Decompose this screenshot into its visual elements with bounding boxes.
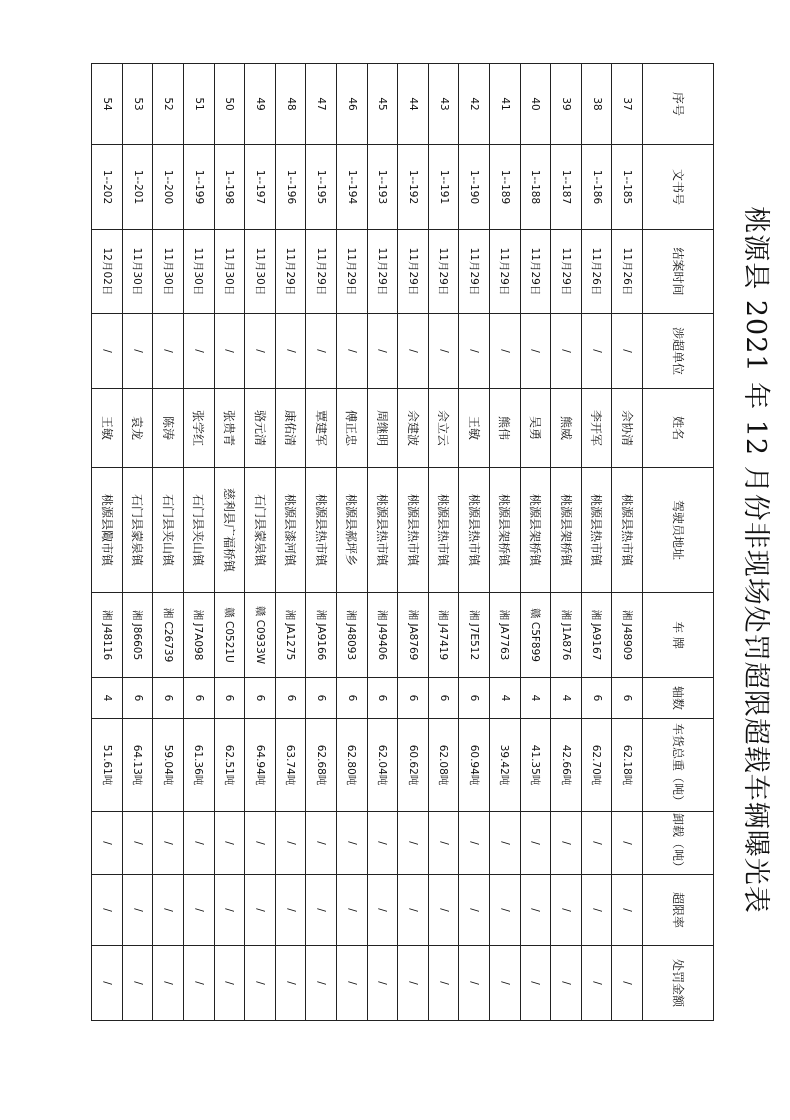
cell-gross-weight: 59.04吨 [153, 719, 184, 812]
cell-gross-weight: 62.08吨 [428, 719, 459, 812]
table-row [367, 64, 398, 1021]
cell-name: 傅正忠 [337, 389, 368, 468]
cell-unit: / [520, 314, 551, 389]
cell-doc-no: 1--187 [551, 145, 582, 230]
cell-close-date: 11月29日 [367, 230, 398, 314]
table-row [184, 64, 215, 1021]
cell-unload: / [459, 812, 490, 875]
cell-close-date: 11月30日 [153, 230, 184, 314]
cell-driver-address: 桃源县热市镇 [367, 468, 398, 593]
cell-seq: 54 [92, 64, 123, 145]
cell-driver-address: 石门县蒙泉镇 [122, 468, 153, 593]
cell-plate: 湘 J48116 [92, 593, 123, 678]
cell-axles: 6 [122, 678, 153, 719]
cell-unit: / [92, 314, 123, 389]
table-row [490, 64, 521, 1021]
cell-driver-address: 桃源县热市镇 [612, 468, 643, 593]
cell-doc-no: 1--201 [122, 145, 153, 230]
cell-close-date: 11月29日 [275, 230, 306, 314]
cell-overlimit-rate: / [92, 875, 123, 946]
cell-doc-no: 1--198 [214, 145, 245, 230]
cell-doc-no: 1--185 [612, 145, 643, 230]
table-header-row [643, 64, 714, 1021]
cell-fine: / [122, 946, 153, 1021]
cell-fine: / [428, 946, 459, 1021]
cell-fine: / [306, 946, 337, 1021]
cell-gross-weight: 41.35吨 [520, 719, 551, 812]
cell-plate: 湘 J1A876 [551, 593, 582, 678]
cell-axles: 4 [551, 678, 582, 719]
cell-close-date: 11月30日 [245, 230, 276, 314]
cell-unload: / [520, 812, 551, 875]
cell-seq: 45 [367, 64, 398, 145]
cell-unit: / [398, 314, 429, 389]
table-row [153, 64, 184, 1021]
cell-seq: 37 [612, 64, 643, 145]
cell-unit: / [337, 314, 368, 389]
cell-plate: 湘 C26739 [153, 593, 184, 678]
cell-overlimit-rate: / [367, 875, 398, 946]
cell-close-date: 11月29日 [551, 230, 582, 314]
cell-overlimit-rate: / [184, 875, 215, 946]
cell-gross-weight: 51.61吨 [92, 719, 123, 812]
cell-unload: / [490, 812, 521, 875]
cell-fine: / [245, 946, 276, 1021]
cell-close-date: 11月29日 [490, 230, 521, 314]
cell-unload: / [398, 812, 429, 875]
cell-fine: / [459, 946, 490, 1021]
table-row [245, 64, 276, 1021]
cell-unit: / [490, 314, 521, 389]
cell-unload: / [428, 812, 459, 875]
cell-gross-weight: 64.94吨 [245, 719, 276, 812]
cell-overlimit-rate: / [612, 875, 643, 946]
header-name: 姓名 [643, 389, 714, 468]
cell-close-date: 11月30日 [214, 230, 245, 314]
table-row [520, 64, 551, 1021]
cell-seq: 49 [245, 64, 276, 145]
cell-plate: 湘 JA9167 [581, 593, 612, 678]
cell-name: 康佑清 [275, 389, 306, 468]
cell-name: 周继明 [367, 389, 398, 468]
table-row [581, 64, 612, 1021]
header-axles: 轴数 [643, 678, 714, 719]
cell-overlimit-rate: / [306, 875, 337, 946]
cell-unload: / [551, 812, 582, 875]
cell-doc-no: 1--196 [275, 145, 306, 230]
cell-driver-address: 石门县夹山镇 [184, 468, 215, 593]
cell-overlimit-rate: / [520, 875, 551, 946]
cell-overlimit-rate: / [428, 875, 459, 946]
table-row [551, 64, 582, 1021]
table-row [459, 64, 490, 1021]
cell-close-date: 11月30日 [122, 230, 153, 314]
cell-fine: / [214, 946, 245, 1021]
page-title: 桃源县 2021 年 12 月份非现场处罚超限超载车辆曝光表 [740, 206, 771, 914]
cell-fine: / [551, 946, 582, 1021]
cell-name: 王敏 [459, 389, 490, 468]
cell-driver-address: 石门县夹山镇 [153, 468, 184, 593]
cell-name: 骆元清 [245, 389, 276, 468]
table-row [428, 64, 459, 1021]
cell-seq: 43 [428, 64, 459, 145]
cell-close-date: 11月29日 [398, 230, 429, 314]
cell-gross-weight: 60.62吨 [398, 719, 429, 812]
cell-unload: / [245, 812, 276, 875]
cell-close-date: 11月29日 [520, 230, 551, 314]
cell-axles: 6 [398, 678, 429, 719]
cell-overlimit-rate: / [153, 875, 184, 946]
cell-unload: / [367, 812, 398, 875]
table-row [214, 64, 245, 1021]
table-row [275, 64, 306, 1021]
cell-unit: / [612, 314, 643, 389]
cell-plate: 湘 JA7763 [490, 593, 521, 678]
cell-seq: 46 [337, 64, 368, 145]
cell-seq: 51 [184, 64, 215, 145]
cell-unload: / [581, 812, 612, 875]
cell-axles: 6 [184, 678, 215, 719]
cell-driver-address: 桃源县郝坪乡 [337, 468, 368, 593]
cell-driver-address: 桃源县架桥镇 [520, 468, 551, 593]
cell-driver-address: 桃源县热市镇 [398, 468, 429, 593]
cell-driver-address: 桃源县热市镇 [428, 468, 459, 593]
cell-gross-weight: 62.80吨 [337, 719, 368, 812]
cell-seq: 42 [459, 64, 490, 145]
header-plate: 车 牌 [643, 593, 714, 678]
cell-overlimit-rate: / [459, 875, 490, 946]
cell-plate: 湘 J7A098 [184, 593, 215, 678]
cell-fine: / [184, 946, 215, 1021]
header-seq: 序号 [643, 64, 714, 145]
cell-axles: 6 [459, 678, 490, 719]
cell-gross-weight: 39.42吨 [490, 719, 521, 812]
cell-axles: 4 [520, 678, 551, 719]
cell-axles: 6 [214, 678, 245, 719]
table-row [612, 64, 643, 1021]
cell-gross-weight: 64.13吨 [122, 719, 153, 812]
cell-axles: 6 [275, 678, 306, 719]
cell-unit: / [184, 314, 215, 389]
cell-close-date: 11月29日 [428, 230, 459, 314]
cell-name: 熊伟 [490, 389, 521, 468]
cell-seq: 41 [490, 64, 521, 145]
cell-name: 佘建波 [398, 389, 429, 468]
cell-overlimit-rate: / [275, 875, 306, 946]
cell-seq: 53 [122, 64, 153, 145]
cell-plate: 湘 J86605 [122, 593, 153, 678]
cell-unit: / [153, 314, 184, 389]
header-gross-weight: 车货总重（吨） [643, 719, 714, 812]
cell-axles: 6 [337, 678, 368, 719]
cell-close-date: 11月29日 [459, 230, 490, 314]
cell-plate: 湘 J7E512 [459, 593, 490, 678]
cell-gross-weight: 60.94吨 [459, 719, 490, 812]
cell-seq: 39 [551, 64, 582, 145]
cell-driver-address: 桃源县架桥镇 [551, 468, 582, 593]
cell-axles: 6 [581, 678, 612, 719]
cell-name: 覃建军 [306, 389, 337, 468]
cell-plate: 湘 JA1275 [275, 593, 306, 678]
cell-overlimit-rate: / [551, 875, 582, 946]
table-row [398, 64, 429, 1021]
cell-doc-no: 1--197 [245, 145, 276, 230]
cell-doc-no: 1--199 [184, 145, 215, 230]
cell-unit: / [428, 314, 459, 389]
cell-unit: / [459, 314, 490, 389]
cell-doc-no: 1--186 [581, 145, 612, 230]
cell-unload: / [184, 812, 215, 875]
cell-fine: / [337, 946, 368, 1021]
cell-fine: / [275, 946, 306, 1021]
cell-plate: 湘 J47419 [428, 593, 459, 678]
cell-seq: 38 [581, 64, 612, 145]
cell-driver-address: 桃源县漆河镇 [275, 468, 306, 593]
cell-doc-no: 1--194 [337, 145, 368, 230]
cell-plate: 湘 J49406 [367, 593, 398, 678]
cell-axles: 6 [428, 678, 459, 719]
cell-driver-address: 桃源县架桥镇 [490, 468, 521, 593]
cell-gross-weight: 62.18吨 [612, 719, 643, 812]
cell-fine: / [490, 946, 521, 1021]
cell-gross-weight: 62.04吨 [367, 719, 398, 812]
cell-unload: / [153, 812, 184, 875]
cell-seq: 47 [306, 64, 337, 145]
cell-unit: / [245, 314, 276, 389]
header-unit: 涉超单位 [643, 314, 714, 389]
cell-name: 李开军 [581, 389, 612, 468]
cell-plate: 湘 JA9166 [306, 593, 337, 678]
cell-unload: / [337, 812, 368, 875]
cell-doc-no: 1--189 [490, 145, 521, 230]
cell-name: 佘协清 [612, 389, 643, 468]
cell-overlimit-rate: / [337, 875, 368, 946]
cell-plate: 湘 J48909 [612, 593, 643, 678]
cell-gross-weight: 62.70吨 [581, 719, 612, 812]
cell-axles: 6 [245, 678, 276, 719]
cell-overlimit-rate: / [122, 875, 153, 946]
cell-doc-no: 1--192 [398, 145, 429, 230]
cell-gross-weight: 42.66吨 [551, 719, 582, 812]
cell-gross-weight: 62.68吨 [306, 719, 337, 812]
cell-seq: 52 [153, 64, 184, 145]
cell-fine: / [367, 946, 398, 1021]
cell-unit: / [306, 314, 337, 389]
header-driver-address: 驾驶员地址 [643, 468, 714, 593]
cell-fine: / [92, 946, 123, 1021]
header-fine: 处罚金额 [643, 946, 714, 1021]
cell-gross-weight: 63.74吨 [275, 719, 306, 812]
cell-axles: 4 [92, 678, 123, 719]
cell-doc-no: 1--193 [367, 145, 398, 230]
cell-name: 熊威 [551, 389, 582, 468]
cell-name: 陈涛 [153, 389, 184, 468]
cell-unit: / [275, 314, 306, 389]
cell-name: 佘立云 [428, 389, 459, 468]
cell-doc-no: 1--190 [459, 145, 490, 230]
cell-seq: 44 [398, 64, 429, 145]
cell-doc-no: 1--188 [520, 145, 551, 230]
cell-doc-no: 1--195 [306, 145, 337, 230]
cell-driver-address: 桃源县热市镇 [306, 468, 337, 593]
cell-close-date: 12月02日 [92, 230, 123, 314]
table-body [92, 64, 643, 1021]
cell-unit: / [214, 314, 245, 389]
cell-driver-address: 桃源县热市镇 [581, 468, 612, 593]
cell-unit: / [122, 314, 153, 389]
cell-driver-address: 石门县蒙泉镇 [245, 468, 276, 593]
cell-doc-no: 1--200 [153, 145, 184, 230]
cell-driver-address: 桃源县热市镇 [459, 468, 490, 593]
cell-plate: 赣 C5F899 [520, 593, 551, 678]
cell-close-date: 11月30日 [184, 230, 215, 314]
cell-doc-no: 1--202 [92, 145, 123, 230]
table-row [92, 64, 123, 1021]
cell-seq: 40 [520, 64, 551, 145]
cell-plate: 湘 J48093 [337, 593, 368, 678]
header-close-date: 结案时间 [643, 230, 714, 314]
cell-seq: 48 [275, 64, 306, 145]
cell-axles: 6 [612, 678, 643, 719]
table-row [122, 64, 153, 1021]
cell-unit: / [551, 314, 582, 389]
cell-axles: 6 [367, 678, 398, 719]
cell-driver-address: 慈利县广福桥镇 [214, 468, 245, 593]
cell-unload: / [306, 812, 337, 875]
cell-overlimit-rate: / [581, 875, 612, 946]
header-doc-no: 文书号 [643, 145, 714, 230]
cell-plate: 湘 JA8769 [398, 593, 429, 678]
cell-close-date: 11月29日 [306, 230, 337, 314]
cell-name: 袁龙 [122, 389, 153, 468]
cell-close-date: 11月26日 [581, 230, 612, 314]
cell-name: 张学红 [184, 389, 215, 468]
cell-unload: / [214, 812, 245, 875]
cell-unit: / [367, 314, 398, 389]
cell-driver-address: 桃源县陬市镇 [92, 468, 123, 593]
cell-name: 吴勇 [520, 389, 551, 468]
cell-overlimit-rate: / [398, 875, 429, 946]
cell-overlimit-rate: / [214, 875, 245, 946]
cell-gross-weight: 62.51吨 [214, 719, 245, 812]
table-row [306, 64, 337, 1021]
cell-fine: / [398, 946, 429, 1021]
cell-gross-weight: 61.36吨 [184, 719, 215, 812]
cell-axles: 4 [490, 678, 521, 719]
cell-seq: 50 [214, 64, 245, 145]
cell-fine: / [612, 946, 643, 1021]
cell-unload: / [612, 812, 643, 875]
cell-name: 王敏 [92, 389, 123, 468]
header-overlimit-rate: 超限率 [643, 875, 714, 946]
cell-fine: / [520, 946, 551, 1021]
cell-fine: / [581, 946, 612, 1021]
cell-doc-no: 1--191 [428, 145, 459, 230]
penalty-exposure-table [91, 63, 714, 1021]
cell-plate: 赣 C0933W [245, 593, 276, 678]
cell-overlimit-rate: / [490, 875, 521, 946]
header-unload: 卸载（吨） [643, 812, 714, 875]
cell-axles: 6 [306, 678, 337, 719]
cell-unload: / [92, 812, 123, 875]
cell-axles: 6 [153, 678, 184, 719]
cell-fine: / [153, 946, 184, 1021]
cell-overlimit-rate: / [245, 875, 276, 946]
cell-close-date: 11月29日 [337, 230, 368, 314]
cell-name: 张贵青 [214, 389, 245, 468]
cell-plate: 赣 C0521U [214, 593, 245, 678]
cell-unload: / [275, 812, 306, 875]
cell-unit: / [581, 314, 612, 389]
cell-unload: / [122, 812, 153, 875]
cell-close-date: 11月26日 [612, 230, 643, 314]
table-row [337, 64, 368, 1021]
